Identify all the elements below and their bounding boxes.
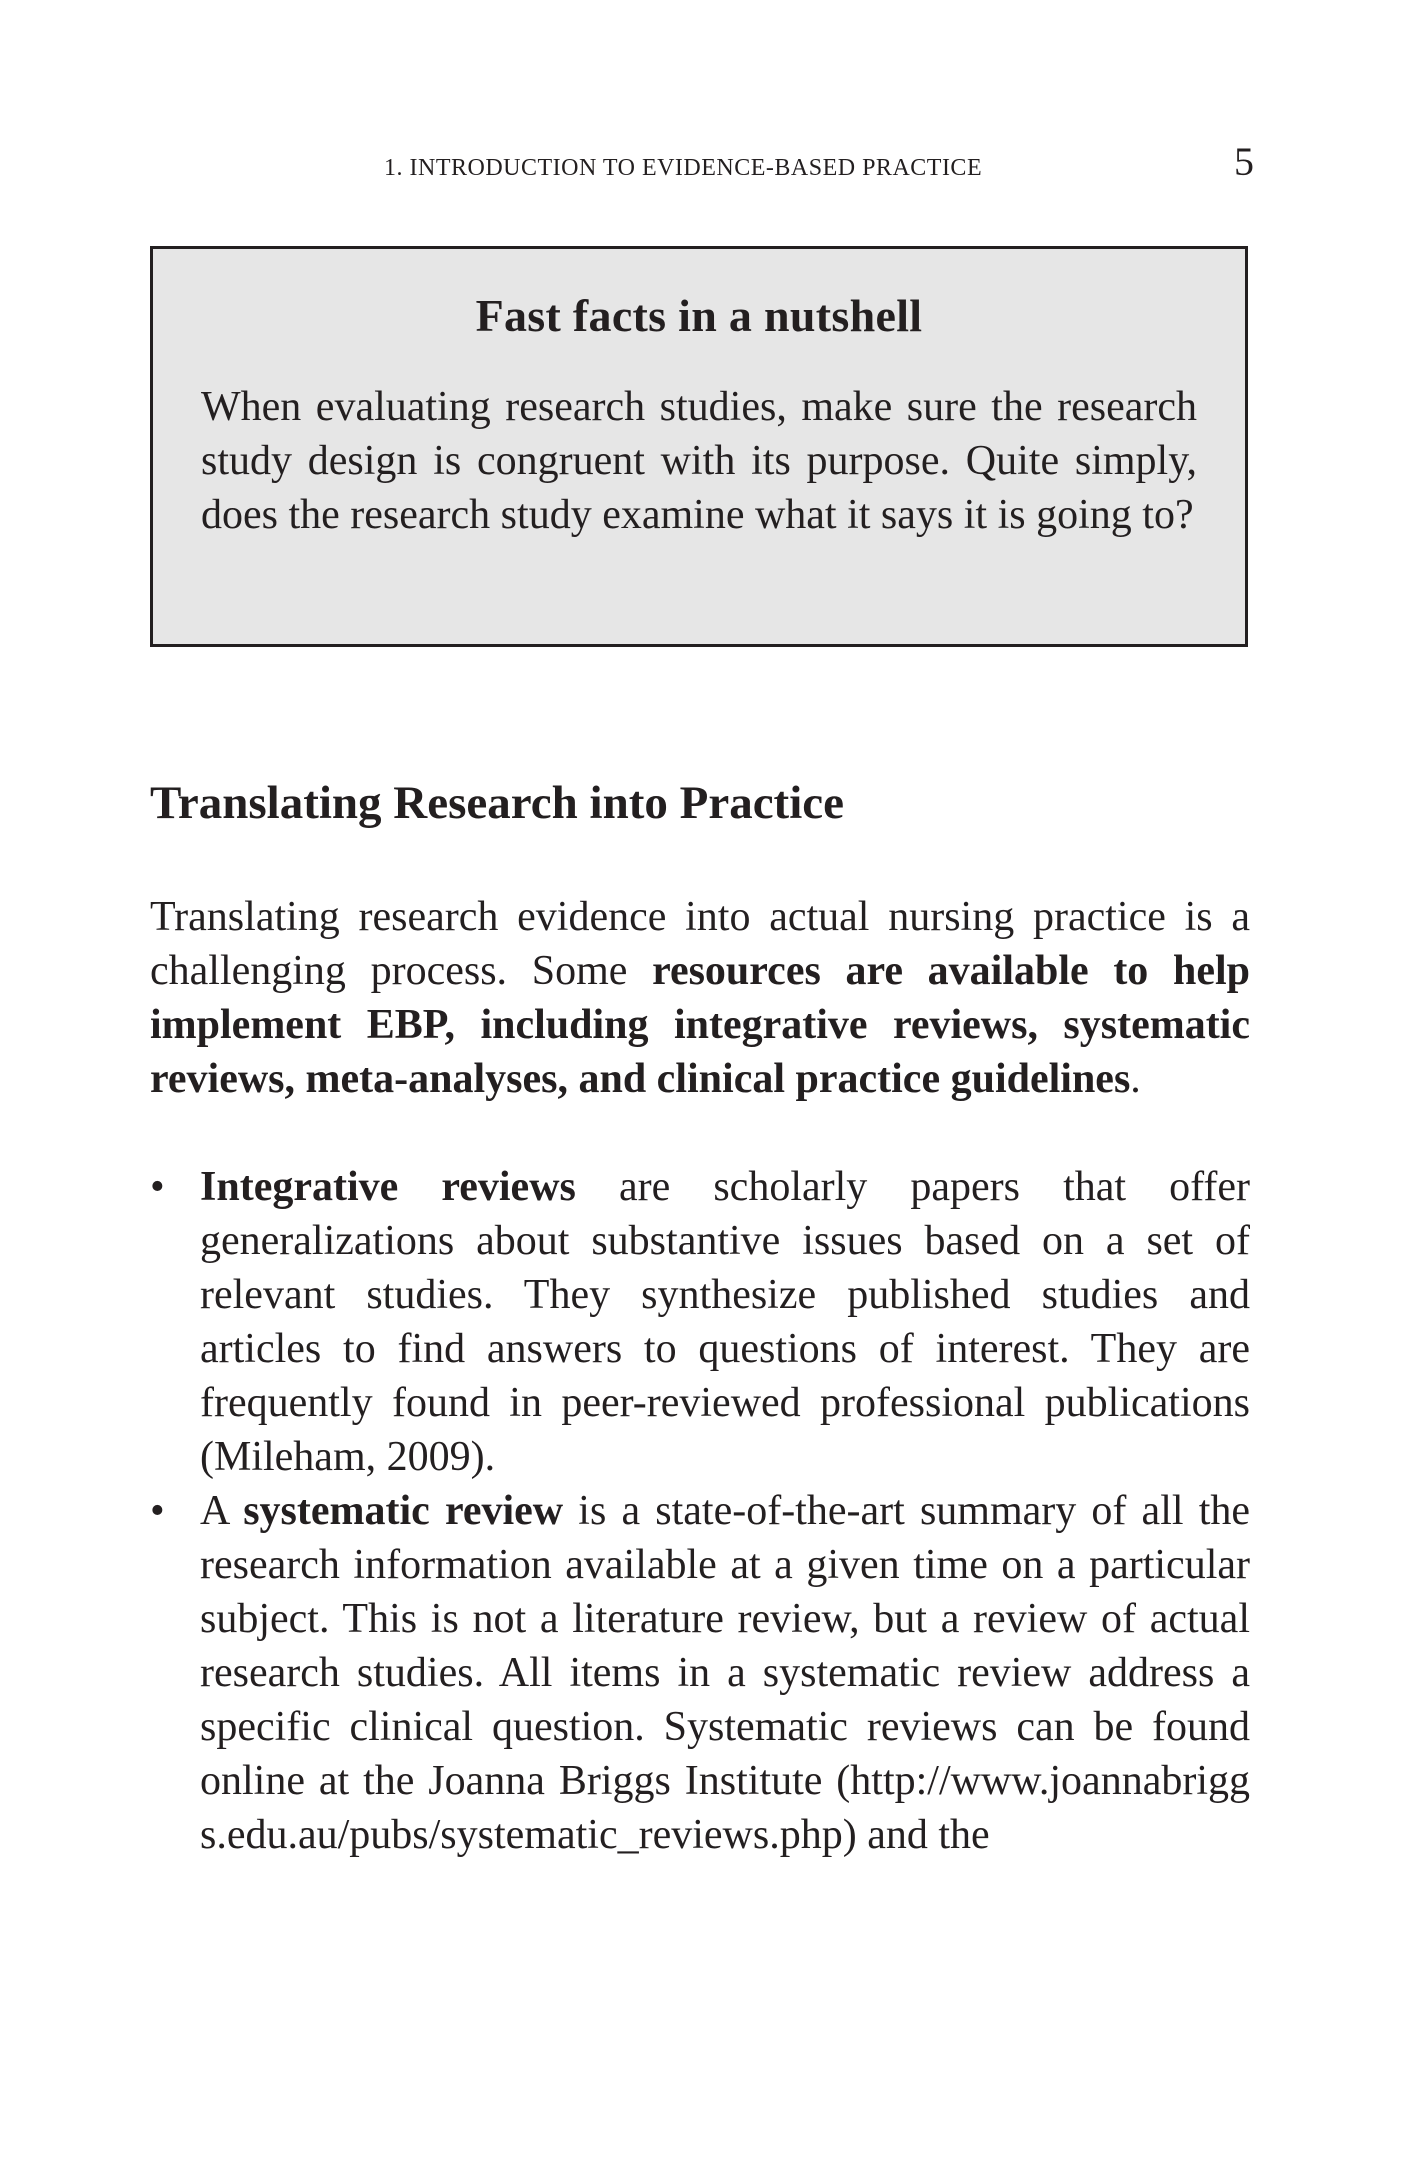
- bullet-tail: ) and the: [842, 1812, 990, 1858]
- page-number: 5: [1234, 139, 1254, 184]
- bullet-text: are scholarly papers that offer generalizations about substantive issues based on a set of relevant studies. They synthesize published studies and articles to find answers to questions of interest. They are frequently found in peer-reviewed professional publications (Mileham, 2009).: [200, 1164, 1250, 1480]
- bullet-text: is a state-of-the-art summary of all the research information available at a given time on a particular subject. This is not a literature review, but a review of actual research studies. All items in a systematic review address a specific clinical question. Systematic reviews can be found online at the Joanna Briggs Institute (: [200, 1488, 1251, 1804]
- fast-facts-box: [150, 246, 1248, 647]
- running-header: [384, 138, 1254, 185]
- running-title: 1. INTRODUCTION TO EVIDENCE-BASED PRACTICE: [384, 155, 983, 181]
- joanna-briggs-url[interactable]: http://www.joannabriggs.edu.au/pubs/systematic_reviews.php: [200, 1758, 1250, 1858]
- bullet-term: Integrative reviews: [200, 1164, 576, 1210]
- bullet-lead: A: [200, 1488, 244, 1534]
- intro-end: .: [1130, 1056, 1141, 1102]
- section-heading: Translating Research into Practice: [150, 777, 844, 829]
- list-item: [150, 1160, 1250, 1484]
- bullet-term: systematic review: [243, 1488, 564, 1534]
- list-item: [150, 1484, 1250, 1862]
- fast-facts-title: Fast facts in a nutshell: [475, 290, 923, 341]
- bullet-icon: •: [150, 1164, 165, 1210]
- bullet-icon: •: [150, 1488, 165, 1534]
- intro-paragraph: [150, 890, 1250, 1106]
- intro-text: Translating research evidence into actual nursing practice is a challenging process. Some: [150, 894, 1250, 994]
- bullet-list: [150, 1160, 1250, 1862]
- intro-bold-text: resources are available to help implement EBP, including integrative reviews, systematic reviews, meta-analyses, and clinical practice guidelines: [150, 948, 1250, 1102]
- fast-facts-text: When evaluating research studies, make sure the research study design is congruent with its purpose. Quite simply, does the research study examine what it says it is going to?: [201, 384, 1197, 538]
